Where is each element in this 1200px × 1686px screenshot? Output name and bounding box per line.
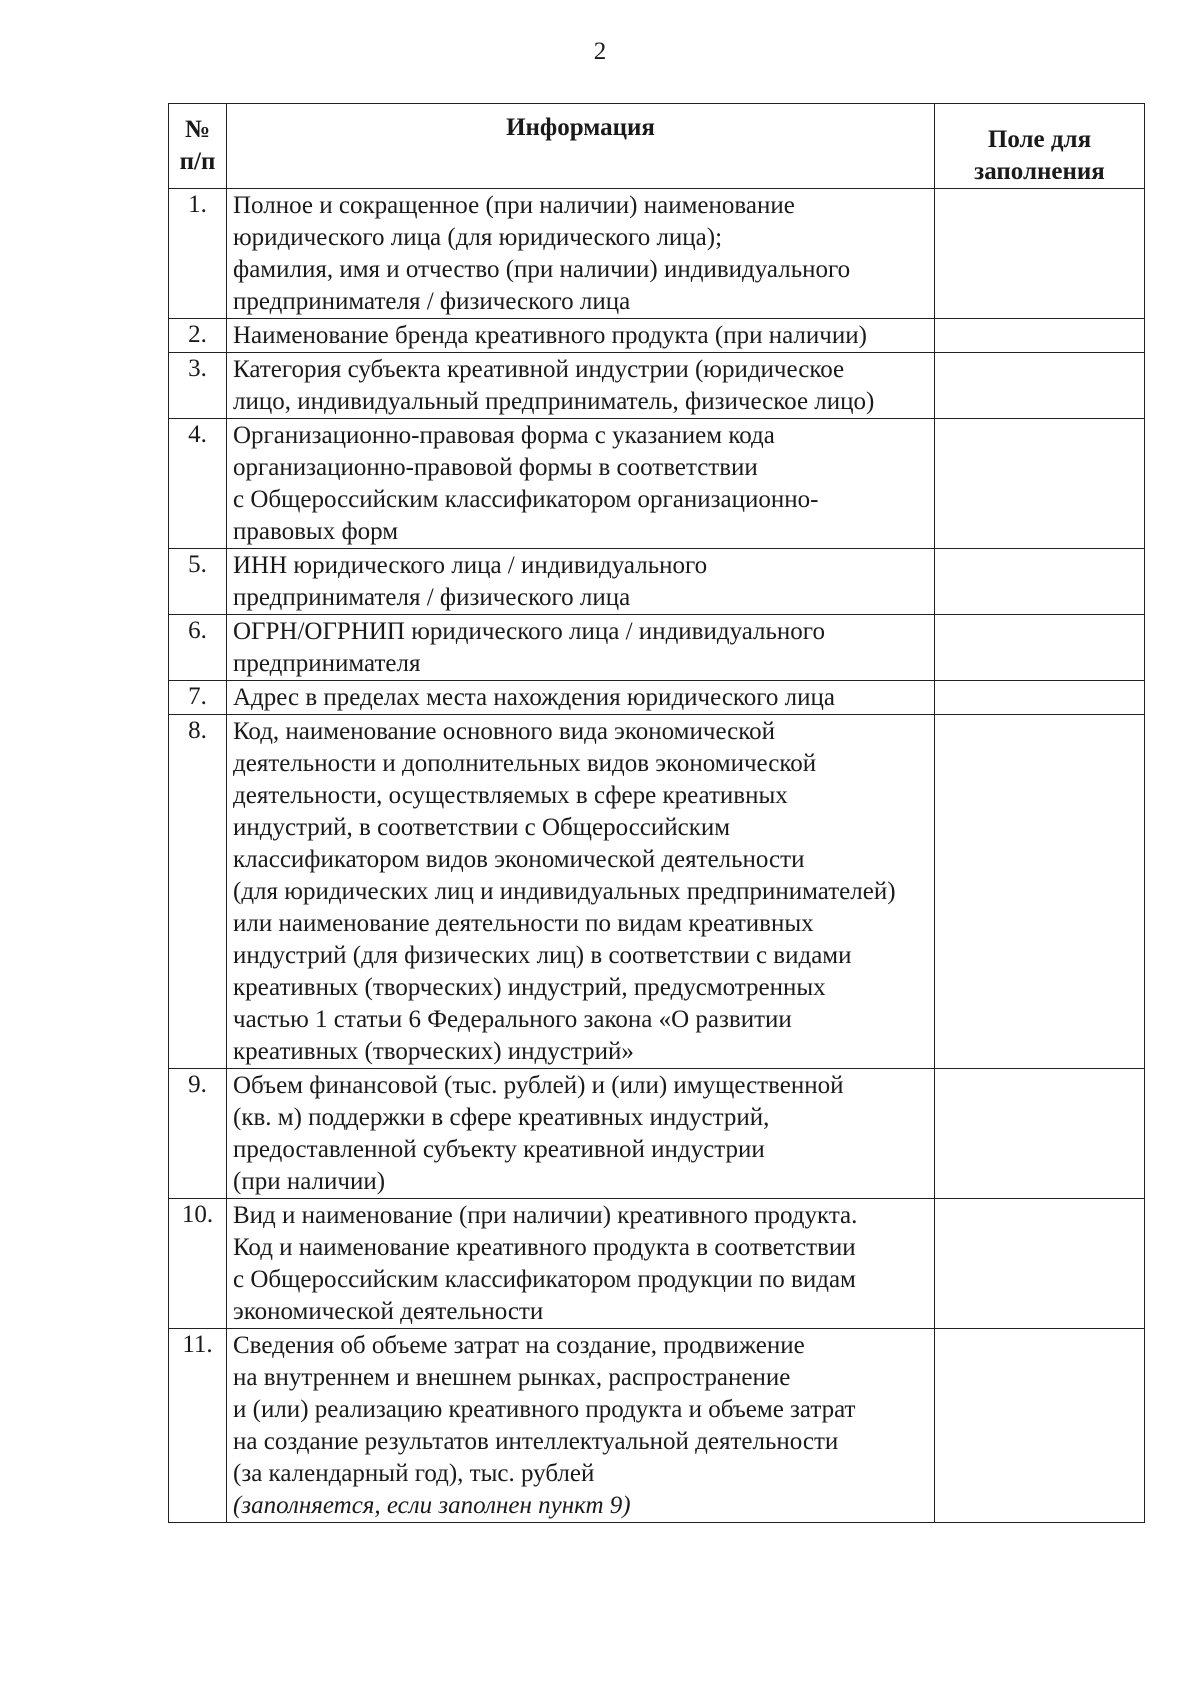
- fill-in-field[interactable]: [935, 419, 1145, 549]
- table-row: [169, 1069, 1145, 1199]
- information-line: организационно-правовой формы в соответствии: [233, 454, 758, 481]
- information-line: фамилия, имя и отчество (при наличии) индивидуального: [233, 256, 851, 283]
- information-line: Вид и наименование (при наличии) креативного продукта.: [233, 1202, 858, 1229]
- fill-in-field[interactable]: [935, 549, 1145, 615]
- information-line: предоставленной субъекту креативной индустрии: [233, 1136, 765, 1163]
- fill-in-field[interactable]: [935, 715, 1145, 1069]
- information-line: лицо, индивидуальный предприниматель, физическое лицо): [233, 388, 875, 415]
- table-row: [169, 715, 1145, 1069]
- information-line: Наименование бренда креативного продукта (при наличии): [233, 322, 867, 349]
- row-number: 10.: [169, 1199, 227, 1329]
- row-information: [227, 681, 935, 715]
- information-line: классификатором видов экономической деятельности: [233, 846, 805, 873]
- information-line: на создание результатов интеллектуальной деятельности: [233, 1428, 839, 1455]
- row-information: [227, 715, 935, 1069]
- fill-in-field[interactable]: [935, 319, 1145, 353]
- header-field: Поле для заполнения: [935, 104, 1145, 189]
- information-line: Полное и сокращенное (при наличии) наименование: [233, 192, 795, 219]
- fill-in-field[interactable]: [935, 1199, 1145, 1329]
- row-number: 7.: [169, 681, 227, 715]
- information-table: [168, 103, 1145, 1523]
- information-line: ОГРН/ОГРНИП юридического лица / индивидуального: [233, 618, 825, 645]
- information-line: юридического лица (для юридического лица);: [233, 224, 723, 251]
- information-line: Сведения об объеме затрат на создание, продвижение: [233, 1332, 805, 1359]
- fill-in-field[interactable]: [935, 189, 1145, 319]
- row-information: [227, 549, 935, 615]
- information-line: деятельности и дополнительных видов экономической: [233, 750, 817, 777]
- information-line: или наименование деятельности по видам креативных: [233, 910, 814, 937]
- row-information: [227, 319, 935, 353]
- fill-in-field[interactable]: [935, 1329, 1145, 1523]
- table-row: [169, 419, 1145, 549]
- information-line: экономической деятельности: [233, 1298, 544, 1325]
- row-information: [227, 189, 935, 319]
- table-row: [169, 189, 1145, 319]
- row-number: 2.: [169, 319, 227, 353]
- information-line: с Общероссийским классификатором продукции по видам: [233, 1266, 856, 1293]
- fill-in-field[interactable]: [935, 353, 1145, 419]
- information-line: индустрий, в соответствии с Общероссийским: [233, 814, 731, 841]
- row-information: [227, 419, 935, 549]
- information-note: (заполняется, если заполнен пункт 9): [233, 1492, 631, 1519]
- information-line: с Общероссийским классификатором организационно-: [233, 486, 819, 513]
- information-line: предпринимателя: [233, 650, 421, 677]
- information-line: креативных (творческих) индустрий»: [233, 1038, 634, 1065]
- table-row: [169, 353, 1145, 419]
- row-number: 4.: [169, 419, 227, 549]
- row-number: 6.: [169, 615, 227, 681]
- header-information: Информация: [227, 104, 935, 189]
- row-number: 1.: [169, 189, 227, 319]
- information-line: Адрес в пределах места нахождения юридического лица: [233, 684, 836, 711]
- information-line: индустрий (для физических лиц) в соответствии с видами: [233, 942, 852, 969]
- table-header-row: [169, 104, 1145, 189]
- information-line: (для юридических лиц и индивидуальных предпринимателей): [233, 878, 896, 905]
- information-line: предпринимателя / физического лица: [233, 288, 631, 315]
- information-line: (за календарный год), тыс. рублей: [233, 1460, 595, 1487]
- header-number: № п/п: [169, 104, 227, 189]
- information-line: предпринимателя / физического лица: [233, 584, 631, 611]
- fill-in-field[interactable]: [935, 681, 1145, 715]
- table-row: [169, 681, 1145, 715]
- row-information: [227, 1329, 935, 1523]
- row-number: 9.: [169, 1069, 227, 1199]
- row-number: 11.: [169, 1329, 227, 1523]
- information-line: правовых форм: [233, 518, 399, 545]
- information-line: (при наличии): [233, 1168, 386, 1195]
- information-line: Код и наименование креативного продукта в соответствии: [233, 1234, 856, 1261]
- information-line: и (или) реализацию креативного продукта и объеме затрат: [233, 1396, 856, 1423]
- table-row: [169, 1329, 1145, 1523]
- row-information: [227, 615, 935, 681]
- table-body: [169, 189, 1145, 1523]
- information-line: ИНН юридического лица / индивидуального: [233, 552, 708, 579]
- row-number: 8.: [169, 715, 227, 1069]
- information-line: Организационно-правовая форма с указанием кода: [233, 422, 775, 449]
- information-line: Категория субъекта креативной индустрии (юридическое: [233, 356, 845, 383]
- information-line: Объем финансовой (тыс. рублей) и (или) имущественной: [233, 1072, 844, 1099]
- table-row: [169, 1199, 1145, 1329]
- information-line: частью 1 статьи 6 Федерального закона «О развитии: [233, 1006, 792, 1033]
- information-line: на внутреннем и внешнем рынках, распространение: [233, 1364, 791, 1391]
- information-line: (кв. м) поддержки в сфере креативных индустрий,: [233, 1104, 770, 1131]
- information-line: креативных (творческих) индустрий, предусмотренных: [233, 974, 826, 1001]
- information-line: деятельности, осуществляемых в сфере креативных: [233, 782, 788, 809]
- row-information: [227, 1199, 935, 1329]
- fill-in-field[interactable]: [935, 615, 1145, 681]
- row-information: [227, 1069, 935, 1199]
- table-row: [169, 319, 1145, 353]
- table-row: [169, 615, 1145, 681]
- information-line: Код, наименование основного вида экономической: [233, 718, 776, 745]
- row-number: 5.: [169, 549, 227, 615]
- row-number: 3.: [169, 353, 227, 419]
- page-number: 2: [593, 38, 607, 65]
- fill-in-field[interactable]: [935, 1069, 1145, 1199]
- row-information: [227, 353, 935, 419]
- table-row: [169, 549, 1145, 615]
